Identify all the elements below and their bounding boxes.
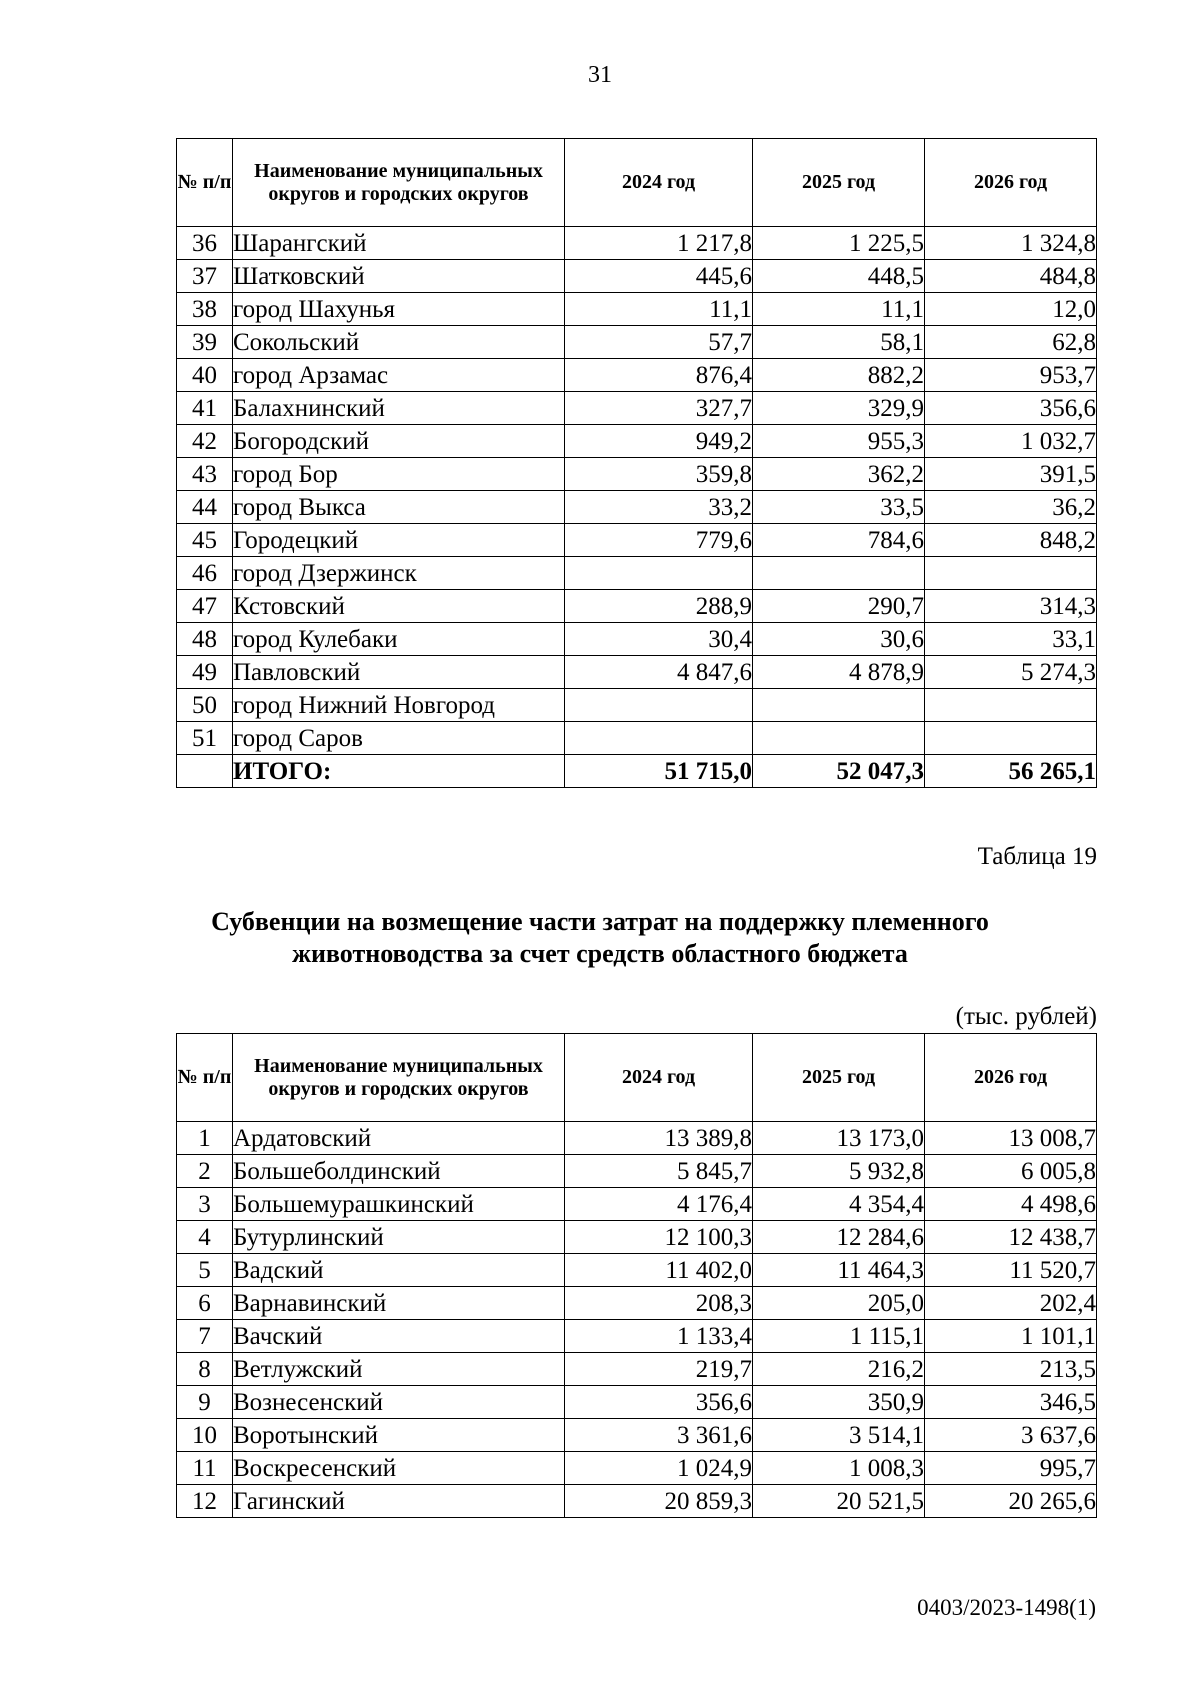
row-number: 45 bbox=[177, 524, 233, 557]
row-number: 12 bbox=[177, 1485, 233, 1518]
header-2026: 2026 год bbox=[925, 1034, 1097, 1122]
value-2024: 33,2 bbox=[565, 491, 753, 524]
value-2026: 1 032,7 bbox=[925, 425, 1097, 458]
table-header-row bbox=[177, 139, 1097, 227]
row-number: 1 bbox=[177, 1122, 233, 1155]
table-label: Таблица 19 bbox=[977, 843, 1097, 870]
value-2024: 219,7 bbox=[565, 1353, 753, 1386]
table-row bbox=[177, 1254, 1097, 1287]
row-number: 49 bbox=[177, 656, 233, 689]
value-2025: 882,2 bbox=[753, 359, 925, 392]
value-2024: 12 100,3 bbox=[565, 1221, 753, 1254]
header-2026: 2026 год bbox=[925, 139, 1097, 227]
header-2025: 2025 год bbox=[753, 139, 925, 227]
table-row bbox=[177, 359, 1097, 392]
table-row bbox=[177, 1353, 1097, 1386]
district-name: город Нижний Новгород bbox=[233, 689, 565, 722]
row-number: 50 bbox=[177, 689, 233, 722]
table-row bbox=[177, 1419, 1097, 1452]
value-2024: 4 176,4 bbox=[565, 1188, 753, 1221]
table-row bbox=[177, 293, 1097, 326]
value-2024: 57,7 bbox=[565, 326, 753, 359]
district-name: Ардатовский bbox=[233, 1122, 565, 1155]
value-2026: 202,4 bbox=[925, 1287, 1097, 1320]
total-2026: 56 265,1 bbox=[925, 755, 1097, 788]
value-2026: 848,2 bbox=[925, 524, 1097, 557]
section-title-line-1: Субвенции на возмещение части затрат на поддержку племенного bbox=[211, 907, 989, 936]
value-2025: 11 464,3 bbox=[753, 1254, 925, 1287]
value-2026: 33,1 bbox=[925, 623, 1097, 656]
row-number: 36 bbox=[177, 227, 233, 260]
row-number: 51 bbox=[177, 722, 233, 755]
value-2025: 58,1 bbox=[753, 326, 925, 359]
district-name: Богородский bbox=[233, 425, 565, 458]
document-code: 0403/2023-1498(1) bbox=[917, 1595, 1096, 1620]
header-2024: 2024 год bbox=[565, 1034, 753, 1122]
header-num: № п/п bbox=[177, 139, 233, 227]
district-name: Шатковский bbox=[233, 260, 565, 293]
value-2026: 12 438,7 bbox=[925, 1221, 1097, 1254]
page-number: 31 bbox=[588, 62, 612, 88]
district-name: Сокольский bbox=[233, 326, 565, 359]
table-row bbox=[177, 1485, 1097, 1518]
table-header-row bbox=[177, 1034, 1097, 1122]
value-2026: 314,3 bbox=[925, 590, 1097, 623]
table-row bbox=[177, 722, 1097, 755]
row-number: 8 bbox=[177, 1353, 233, 1386]
table-row bbox=[177, 1221, 1097, 1254]
value-2026: 62,8 bbox=[925, 326, 1097, 359]
table-row bbox=[177, 557, 1097, 590]
value-2025: 12 284,6 bbox=[753, 1221, 925, 1254]
district-name: Балахнинский bbox=[233, 392, 565, 425]
value-2025 bbox=[753, 722, 925, 755]
value-2026: 5 274,3 bbox=[925, 656, 1097, 689]
district-name: Воротынский bbox=[233, 1419, 565, 1452]
value-2026: 356,6 bbox=[925, 392, 1097, 425]
header-2024: 2024 год bbox=[565, 139, 753, 227]
value-2025: 448,5 bbox=[753, 260, 925, 293]
district-name: Шарангский bbox=[233, 227, 565, 260]
district-name: Вадский bbox=[233, 1254, 565, 1287]
value-2025: 30,6 bbox=[753, 623, 925, 656]
value-2026 bbox=[925, 557, 1097, 590]
value-2024: 4 847,6 bbox=[565, 656, 753, 689]
total-2025: 52 047,3 bbox=[753, 755, 925, 788]
table-row bbox=[177, 656, 1097, 689]
table-row bbox=[177, 425, 1097, 458]
value-2024: 5 845,7 bbox=[565, 1155, 753, 1188]
value-2024: 11 402,0 bbox=[565, 1254, 753, 1287]
value-2025: 11,1 bbox=[753, 293, 925, 326]
total-row bbox=[177, 755, 1097, 788]
row-number: 47 bbox=[177, 590, 233, 623]
district-name: Вачский bbox=[233, 1320, 565, 1353]
value-2024: 13 389,8 bbox=[565, 1122, 753, 1155]
value-2024: 445,6 bbox=[565, 260, 753, 293]
table-row bbox=[177, 1188, 1097, 1221]
district-name: город Кулебаки bbox=[233, 623, 565, 656]
value-2026: 995,7 bbox=[925, 1452, 1097, 1485]
value-2024: 1 217,8 bbox=[565, 227, 753, 260]
district-name: город Дзержинск bbox=[233, 557, 565, 590]
table-row bbox=[177, 326, 1097, 359]
value-2026 bbox=[925, 722, 1097, 755]
row-number: 40 bbox=[177, 359, 233, 392]
row-number: 43 bbox=[177, 458, 233, 491]
district-name: Городецкий bbox=[233, 524, 565, 557]
value-2024 bbox=[565, 557, 753, 590]
district-name: Кстовский bbox=[233, 590, 565, 623]
value-2025: 350,9 bbox=[753, 1386, 925, 1419]
value-2026: 213,5 bbox=[925, 1353, 1097, 1386]
value-2025: 13 173,0 bbox=[753, 1122, 925, 1155]
value-2026 bbox=[925, 689, 1097, 722]
value-2025: 4 354,4 bbox=[753, 1188, 925, 1221]
value-2025: 20 521,5 bbox=[753, 1485, 925, 1518]
value-2025 bbox=[753, 557, 925, 590]
district-name: Варнавинский bbox=[233, 1287, 565, 1320]
value-2026: 20 265,6 bbox=[925, 1485, 1097, 1518]
value-2025 bbox=[753, 689, 925, 722]
table-row bbox=[177, 1320, 1097, 1353]
row-number: 9 bbox=[177, 1386, 233, 1419]
value-2025: 1 008,3 bbox=[753, 1452, 925, 1485]
total-label: ИТОГО: bbox=[233, 755, 565, 788]
table-row bbox=[177, 392, 1097, 425]
district-name: Вознесенский bbox=[233, 1386, 565, 1419]
row-number: 5 bbox=[177, 1254, 233, 1287]
value-2024: 288,9 bbox=[565, 590, 753, 623]
district-name: Бутурлинский bbox=[233, 1221, 565, 1254]
value-2026: 1 101,1 bbox=[925, 1320, 1097, 1353]
value-2024: 876,4 bbox=[565, 359, 753, 392]
value-2026: 391,5 bbox=[925, 458, 1097, 491]
table-row bbox=[177, 260, 1097, 293]
section-title-line-2: животноводства за счет средств областного бюджета bbox=[292, 939, 908, 968]
budget-table-continued bbox=[176, 138, 1097, 788]
row-number: 10 bbox=[177, 1419, 233, 1452]
row-number: 3 bbox=[177, 1188, 233, 1221]
table-row bbox=[177, 689, 1097, 722]
value-2025: 205,0 bbox=[753, 1287, 925, 1320]
row-number: 6 bbox=[177, 1287, 233, 1320]
district-name: Большемурашкинский bbox=[233, 1188, 565, 1221]
value-2025: 290,7 bbox=[753, 590, 925, 623]
value-2024: 3 361,6 bbox=[565, 1419, 753, 1452]
value-2026: 346,5 bbox=[925, 1386, 1097, 1419]
district-name: город Шахунья bbox=[233, 293, 565, 326]
table-row bbox=[177, 1122, 1097, 1155]
district-name: город Выкса bbox=[233, 491, 565, 524]
units-label: (тыс. рублей) bbox=[955, 1003, 1097, 1030]
value-2025: 362,2 bbox=[753, 458, 925, 491]
value-2024: 949,2 bbox=[565, 425, 753, 458]
value-2026: 36,2 bbox=[925, 491, 1097, 524]
value-2026: 6 005,8 bbox=[925, 1155, 1097, 1188]
row-number: 44 bbox=[177, 491, 233, 524]
value-2025: 955,3 bbox=[753, 425, 925, 458]
section-title bbox=[0, 906, 1200, 970]
district-name: Большеболдинский bbox=[233, 1155, 565, 1188]
value-2024 bbox=[565, 689, 753, 722]
table-row bbox=[177, 227, 1097, 260]
value-2025: 4 878,9 bbox=[753, 656, 925, 689]
value-2026: 1 324,8 bbox=[925, 227, 1097, 260]
table-row bbox=[177, 1386, 1097, 1419]
value-2025: 1 115,1 bbox=[753, 1320, 925, 1353]
value-2024: 20 859,3 bbox=[565, 1485, 753, 1518]
value-2024: 30,4 bbox=[565, 623, 753, 656]
table-row bbox=[177, 491, 1097, 524]
header-2025: 2025 год bbox=[753, 1034, 925, 1122]
value-2024: 11,1 bbox=[565, 293, 753, 326]
district-name: Ветлужский bbox=[233, 1353, 565, 1386]
value-2025: 329,9 bbox=[753, 392, 925, 425]
row-number: 42 bbox=[177, 425, 233, 458]
value-2024 bbox=[565, 722, 753, 755]
value-2026: 13 008,7 bbox=[925, 1122, 1097, 1155]
district-name: город Арзамас bbox=[233, 359, 565, 392]
total-2024: 51 715,0 bbox=[565, 755, 753, 788]
value-2026: 953,7 bbox=[925, 359, 1097, 392]
row-number: 4 bbox=[177, 1221, 233, 1254]
value-2024: 1 024,9 bbox=[565, 1452, 753, 1485]
value-2026: 3 637,6 bbox=[925, 1419, 1097, 1452]
value-2024: 356,6 bbox=[565, 1386, 753, 1419]
value-2025: 5 932,8 bbox=[753, 1155, 925, 1188]
value-2024: 359,8 bbox=[565, 458, 753, 491]
value-2024: 1 133,4 bbox=[565, 1320, 753, 1353]
table-row bbox=[177, 590, 1097, 623]
value-2025: 1 225,5 bbox=[753, 227, 925, 260]
value-2026: 4 498,6 bbox=[925, 1188, 1097, 1221]
value-2024: 208,3 bbox=[565, 1287, 753, 1320]
row-number: 11 bbox=[177, 1452, 233, 1485]
value-2026: 484,8 bbox=[925, 260, 1097, 293]
subsidy-table bbox=[176, 1033, 1097, 1518]
value-2026: 12,0 bbox=[925, 293, 1097, 326]
table-row bbox=[177, 458, 1097, 491]
value-2025: 33,5 bbox=[753, 491, 925, 524]
district-name: Воскресенский bbox=[233, 1452, 565, 1485]
table-row bbox=[177, 524, 1097, 557]
table-row bbox=[177, 1287, 1097, 1320]
table-row bbox=[177, 1452, 1097, 1485]
row-number: 7 bbox=[177, 1320, 233, 1353]
value-2024: 779,6 bbox=[565, 524, 753, 557]
district-name: Гагинский bbox=[233, 1485, 565, 1518]
row-number: 39 bbox=[177, 326, 233, 359]
district-name: город Саров bbox=[233, 722, 565, 755]
header-name: Наименование муниципальных округов и городских округов bbox=[233, 139, 565, 227]
value-2025: 216,2 bbox=[753, 1353, 925, 1386]
row-number: 38 bbox=[177, 293, 233, 326]
value-2026: 11 520,7 bbox=[925, 1254, 1097, 1287]
table-row bbox=[177, 623, 1097, 656]
row-number: 41 bbox=[177, 392, 233, 425]
header-name: Наименование муниципальных округов и городских округов bbox=[233, 1034, 565, 1122]
value-2025: 3 514,1 bbox=[753, 1419, 925, 1452]
table-row bbox=[177, 1155, 1097, 1188]
district-name: город Бор bbox=[233, 458, 565, 491]
district-name: Павловский bbox=[233, 656, 565, 689]
value-2024: 327,7 bbox=[565, 392, 753, 425]
row-number: 48 bbox=[177, 623, 233, 656]
value-2025: 784,6 bbox=[753, 524, 925, 557]
header-num: № п/п bbox=[177, 1034, 233, 1122]
row-number: 37 bbox=[177, 260, 233, 293]
row-number: 2 bbox=[177, 1155, 233, 1188]
row-number: 46 bbox=[177, 557, 233, 590]
total-num-empty bbox=[177, 755, 233, 788]
